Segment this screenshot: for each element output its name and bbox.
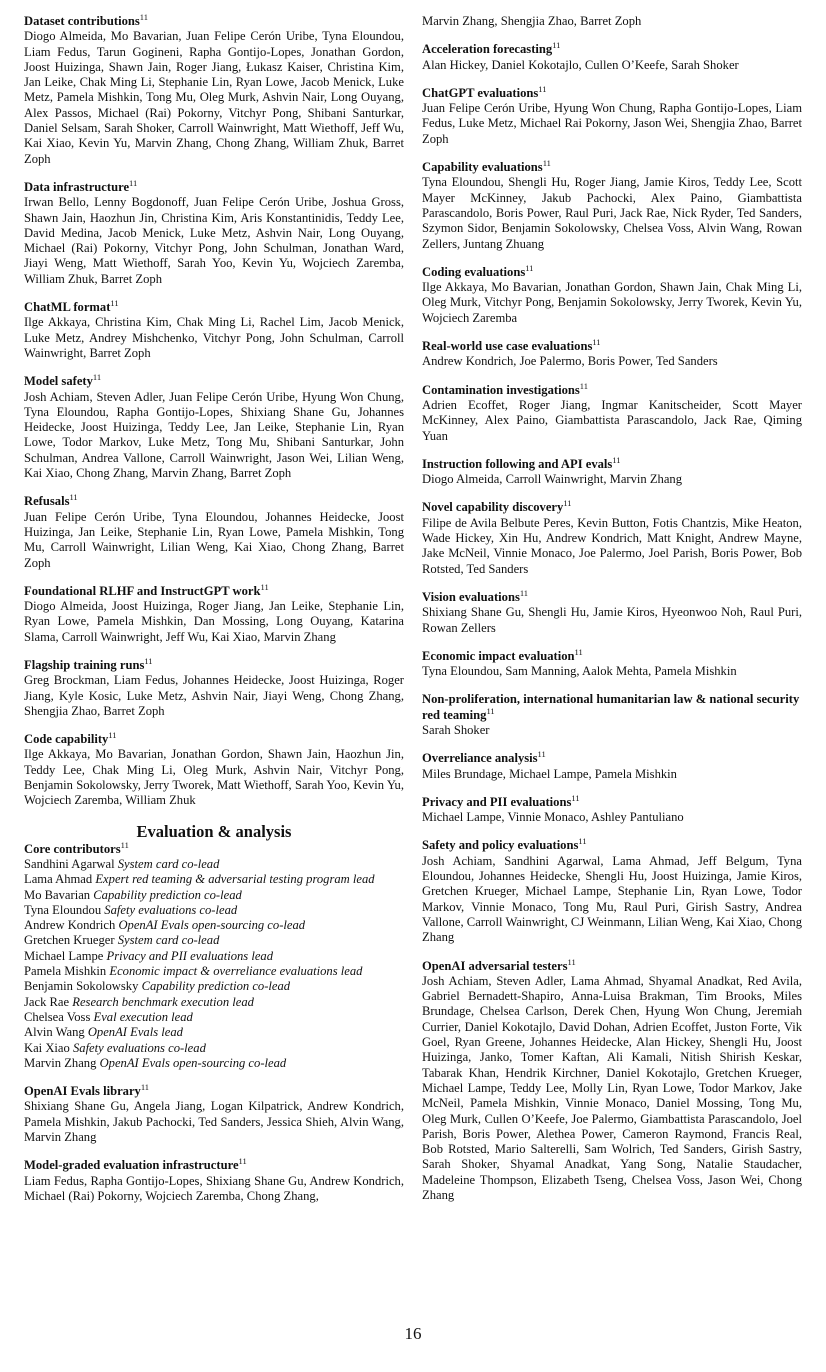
contributor-role: Privacy and PII evaluations lead: [106, 948, 274, 963]
contributor-names: Juan Felipe Cerón Uribe, Tyna Eloundou, Johannes Heidecke, Joost Huizinga, Jan Leike, Stephanie Lin, Ryan Lowe, Pamela Mishkin, Tong Mu, Carroll Wainwright, Lilian Weng, Kai Xiao, Chong Zhang, Barret Zoph: [24, 509, 404, 570]
credit-section: [422, 262, 802, 326]
credit-section: [422, 454, 802, 488]
left-column: [24, 11, 404, 1217]
section-heading: [24, 1081, 404, 1099]
footnote-marker: 11: [612, 454, 621, 465]
section-heading-text: Economic impact evaluation: [422, 648, 575, 663]
credit-section: [422, 956, 802, 1204]
contributor-names: Josh Achiam, Steven Adler, Lama Ahmad, Shyamal Anadkat, Red Avila, Gabriel Bernadett-Shapiro, Anna-Luisa Brakman, Tim Brooks, Miles Brundage, Chelsea Carlson, Derek Chen, Hyung Won Chung, Jeremiah Currier, Daniel Kokotajlo, David Dohan, Adrien Ecoffet, Juston Forte, Vik Goel, Ryan Greene, Johannes Heidecke, Alan Hickey, Shengli Hu, Joost Huizinga, Janko, Tomer Kaftan, Ali Kamali, Nitish Shirish Keskar, Tabarak Khan, Hendrik Kirchner, Daniel Kokotajlo, Gretchen Krueger, Michael Lampe, Teddy Lee, Molly Lin, Ryan Lowe, Todor Markov, Jake McNeil, Pamela Mishkin, Vinnie Monaco, Daniel Mossing, Tong Mu, Oleg Murk, Cullen O’Keefe, Joe Palermo, Giambattista Parascandolo, Joel Parish, Boris Power, Alethea Power, Cameron Raymond, Francis Real, Bob Rotsted, Mario Salterelli, Sam Wolrich, Ted Sanders, Girish Sastry, Sarah Shoker, Shyamal Anadkat, Yang Song, Natalie Staudacher, Madeleine Thompson, Elizabeth Tseng, Chelsea Voss, Jason Wei, Chong Zhang: [422, 973, 802, 1202]
section-heading-text: Data infrastructure: [24, 179, 130, 194]
footnote-marker: 11: [574, 646, 583, 657]
contributor-names: Tyna Eloundou, Shengli Hu, Roger Jiang, Jamie Kiros, Teddy Lee, Scott Mayer McKinney, Jakub Pachocki, Alex Paino, Giambattista Parascandolo, Boris Power, Raul Puri, Jack Rae, Nick Ryder, Ted Sanders, Szymon Sidor, Benjamin Sokolowsky, Chelsea Voss, Alvin Wang, Rowan Zellers, Juntang Zhuang: [422, 175, 802, 251]
credit-section: [422, 646, 802, 680]
credit-section: [422, 838, 802, 945]
contributor-name: Jack Rae: [24, 994, 70, 1009]
footnote-marker: 11: [563, 498, 572, 509]
contributor-role: System card co-lead: [117, 856, 220, 871]
footnote-marker: 11: [542, 157, 551, 168]
section-heading: [422, 380, 802, 398]
section-heading-text: Model safety: [24, 374, 93, 389]
section-heading: [24, 729, 404, 747]
section-heading: [422, 646, 802, 664]
core-contributor-item: [24, 995, 404, 1010]
footnote-marker: 11: [108, 729, 117, 740]
section-heading-text: Acceleration forecasting: [422, 42, 553, 57]
contributor-names: Greg Brockman, Liam Fedus, Johannes Heidecke, Joost Huizinga, Roger Jiang, Kyle Kosic, Luke Metz, Ashvin Nair, Jiayi Weng, Chong Zhang, Shengjia Zhao, Barret Zoph: [24, 673, 404, 718]
contributor-names: Diogo Almeida, Mo Bavarian, Juan Felipe Cerón Uribe, Tyna Eloundou, Liam Fedus, Tarun Gogineni, Rapha Gontijo-Lopes, Jonathan Gordon, Joost Huizinga, Shawn Jain, Roger Jiang, Łukasz Kaiser, Christina Kim, Jan Leike, Chak Ming Li, Stephanie Lin, Ryan Lowe, Jacob Menick, Luke Metz, Pamela Mishkin, Tong Mu, Oleg Murk, Ashvin Nair, Long Ouyang, Alex Passos, Michael (Rai) Pokorny, Vitchyr Pong, Shibani Santurkar, Daniel Selsam, Sarah Shoker, Carroll Wainwright, Matt Wiethoff, Jeff Wu, Kai Xiao, Kevin Yu, Marvin Zhang, Chong Zhang, William Zhuk, Barret Zoph: [24, 29, 404, 166]
footnote-marker: 11: [592, 336, 601, 347]
section-heading-text: OpenAI Evals library: [24, 1084, 141, 1099]
contributor-names: Tyna Eloundou, Sam Manning, Aalok Mehta, Pamela Mishkin: [422, 664, 737, 679]
section-heading-text: Safety and policy evaluations: [422, 838, 579, 853]
footnote-marker: 11: [139, 11, 148, 22]
core-contributor-item: [24, 964, 404, 979]
credit-section: [24, 297, 404, 361]
footnote-marker: 11: [525, 262, 534, 273]
contributor-names: Diogo Almeida, Joost Huizinga, Roger Jiang, Jan Leike, Stephanie Lin, Ryan Lowe, Pamela Mishkin, Dan Mossing, Long Ouyang, Katarina Slama, Carroll Wainwright, Jeff Wu, Kai Xiao, Marvin Zhang: [24, 599, 404, 644]
footnote-marker: 11: [537, 749, 546, 760]
core-contributor-item: [24, 1010, 404, 1025]
footnote-marker: 11: [92, 372, 102, 383]
section-heading-text: Real-world use case evaluations: [422, 339, 593, 354]
contributor-role: Capability prediction co-lead: [141, 979, 291, 994]
credit-section: [422, 83, 802, 147]
section-heading-text: Code capability: [24, 732, 109, 747]
contributor-names: Ilge Akkaya, Mo Bavarian, Jonathan Gordon, Shawn Jain, Chak Ming Li, Oleg Murk, Vitchyr Pong, Benjamin Sokolowsky, Jerry Tworek, Kevin Yu, Wojciech Zaremba: [422, 280, 802, 325]
section-heading: [422, 157, 802, 175]
section-heading: [422, 587, 802, 605]
right-column: [422, 14, 802, 1216]
section-heading-text: Coding evaluations: [422, 264, 526, 279]
section-heading: [422, 956, 802, 974]
section-heading: [422, 454, 802, 472]
credit-section: [422, 792, 802, 826]
footnote-marker: 11: [129, 177, 138, 188]
section-heading: [422, 262, 802, 280]
page-number: 16: [404, 1324, 422, 1343]
footnote-marker: 11: [110, 297, 119, 308]
core-contributor-item: [24, 949, 404, 964]
core-contributors-list: [24, 857, 404, 1071]
contributor-names: Miles Brundage, Michael Lampe, Pamela Mishkin: [422, 766, 677, 781]
section-heading: [24, 581, 404, 599]
section-heading-text: Vision evaluations: [422, 589, 520, 604]
core-contributor-item: [24, 918, 404, 933]
contributor-names: Michael Lampe, Vinnie Monaco, Ashley Pantuliano: [422, 810, 684, 825]
contributor-name: Chelsea Voss: [24, 1009, 91, 1024]
credit-section: [24, 655, 404, 719]
contributor-role: Safety evaluations co-lead: [72, 1040, 206, 1055]
contributor-name: Andrew Kondrich: [24, 918, 116, 933]
left-bottom-sections: [24, 1081, 404, 1204]
credit-section: [24, 374, 404, 481]
credit-section: [24, 11, 404, 167]
section-heading-text: OpenAI adversarial testers: [422, 958, 568, 973]
core-contributor-item: [24, 903, 404, 918]
contributor-role: OpenAI Evals open-sourcing co-lead: [118, 918, 306, 933]
section-heading-text: Foundational RLHF and InstructGPT work: [24, 583, 261, 598]
contributor-names: Alan Hickey, Daniel Kokotajlo, Cullen O’Keefe, Sarah Shoker: [422, 57, 739, 72]
footnote-marker: 11: [538, 83, 547, 94]
section-heading-text: Privacy and PII evaluations: [422, 794, 572, 809]
contributor-names: Irwan Bello, Lenny Bogdonoff, Juan Felipe Cerón Uribe, Joshua Gross, Shawn Jain, Haozhun Jin, Christina Kim, Aris Konstantinidis, Teddy Lee, David Medina, Jacob Menick, Luke Metz, Ashvin Nair, Long Ouyang, Michael (Rai) Pokorny, Vitchyr Pong, John Schulman, Jonathan Ward, Jiayi Weng, Matt Wiethoff, Sarah Yoo, Kevin Yu, Wojciech Zaremba, William Zhuk, Barret Zoph: [24, 195, 404, 286]
credit-section: [422, 751, 802, 782]
contributor-name: Mo Bavarian: [24, 887, 91, 902]
footnote-marker: 11: [571, 792, 580, 803]
contributor-names: Sarah Shoker: [422, 722, 490, 737]
section-heading-text: Model-graded evaluation infrastructure: [24, 1158, 239, 1173]
core-contributor-item: [24, 1041, 404, 1056]
footnote-marker: 11: [578, 836, 587, 847]
section-heading-text: ChatML format: [24, 300, 111, 315]
contributor-names: Adrien Ecoffet, Roger Jiang, Ingmar Kanitscheider, Scott Mayer McKinney, Alex Paino, Giambattista Parascandolo, Jack Rae, Qiming Yuan: [422, 397, 802, 443]
section-heading: [422, 42, 802, 57]
left-top-sections: [24, 11, 404, 809]
footnote-marker: 11: [140, 1081, 150, 1092]
contributor-name: Michael Lampe: [24, 948, 104, 963]
contributor-name: Gretchen Krueger: [24, 933, 115, 948]
credit-section: [24, 494, 404, 570]
contributor-role: OpenAI Evals lead: [87, 1025, 183, 1040]
contributor-role: Capability prediction co-lead: [93, 887, 242, 902]
continued-names: Marvin Zhang, Shengjia Zhao, Barret Zoph: [422, 14, 642, 28]
core-contributors-section: [24, 839, 404, 1071]
contributor-role: OpenAI Evals open-sourcing co-lead: [99, 1055, 287, 1070]
section-heading-text: Dataset contributions: [24, 14, 140, 28]
credit-section: [422, 692, 802, 738]
contributor-role: Eval execution lead: [93, 1009, 193, 1024]
footnote-marker: 11: [567, 956, 576, 967]
section-heading-text: Instruction following and API evals: [422, 456, 613, 471]
section-heading: [24, 374, 404, 389]
section-heading: [422, 83, 802, 101]
contributor-names: Shixiang Shane Gu, Shengli Hu, Jamie Kiros, Hyeonwoo Noh, Raul Puri, Rowan Zellers: [422, 605, 802, 635]
footnote-marker: 11: [579, 380, 588, 391]
section-heading: [24, 655, 404, 673]
section-heading-text: Capability evaluations: [422, 160, 543, 175]
credit-section: [24, 1081, 404, 1145]
section-heading: [422, 751, 802, 766]
contributor-role: Research benchmark execution lead: [72, 994, 254, 1009]
core-contributor-item: [24, 1025, 404, 1040]
footnote-marker: 11: [69, 492, 78, 503]
core-contributor-item: [24, 872, 404, 887]
contributor-name: Sandhini Agarwal: [24, 856, 115, 871]
footnote-marker: 11: [260, 581, 269, 592]
section-heading: [422, 500, 802, 515]
section-heading-text: Overreliance analysis: [422, 751, 538, 766]
section-heading: [422, 792, 802, 810]
credit-section: [422, 380, 802, 444]
section-heading: [24, 494, 404, 509]
core-contributor-item: [24, 857, 404, 872]
credit-section: [422, 42, 802, 73]
section-heading: [24, 11, 404, 29]
section-heading: [422, 838, 802, 853]
section-heading: [24, 177, 404, 195]
footnote-marker: 11: [519, 587, 529, 598]
footnote-marker: 11: [238, 1156, 247, 1167]
section-heading: [24, 1158, 404, 1173]
contributor-names: Andrew Kondrich, Joe Palermo, Boris Power, Ted Sanders: [422, 354, 718, 369]
credit-section: [24, 581, 404, 645]
contributor-name: Alvin Wang: [24, 1025, 85, 1040]
contributor-names: Josh Achiam, Sandhini Agarwal, Lama Ahmad, Jeff Belgum, Tyna Eloundou, Johannes Heidecke, Shengli Hu, Joost Huizinga, Jamie Kiros, Gretchen Krueger, Michael Lampe, Stephanie Lin, Ryan Lowe, Todor Markov, Vinnie Monaco, Tong Mu, Raul Puri, Girish Sastry, Andrea Vallone, Carroll Wainwright, CJ Weinmann, Lilian Weng, Kai Xiao, Chong Zhang: [422, 853, 802, 945]
contributor-names: Shixiang Shane Gu, Angela Jiang, Logan Kilpatrick, Andrew Kondrich, Pamela Mishkin, Jakub Pachocki, Ted Sanders, Jessica Shieh, Alvin Wang, Marvin Zhang: [24, 1099, 404, 1144]
credit-section: [422, 336, 802, 370]
credit-section: [24, 1158, 404, 1204]
contributor-names: Ilge Akkaya, Mo Bavarian, Jonathan Gordon, Shawn Jain, Haozhun Jin, Teddy Lee, Chak Ming Li, Oleg Murk, Ashvin Nair, Vitchyr Pong, Benjamin Sokolowsky, Jerry Tworek, Matt Wiethoff, Sarah Yoo, Kevin Yu, Wojciech Zaremba, William Zhuk: [24, 747, 404, 808]
core-contributors-heading: [24, 839, 404, 857]
footnote-marker: 11: [144, 655, 153, 666]
footnote-marker: 11: [120, 839, 129, 850]
footnote-marker: 11: [486, 705, 495, 716]
evaluation-analysis-title: Evaluation & analysis: [136, 821, 292, 841]
contributor-name: Benjamin Sokolowsky: [24, 979, 139, 994]
core-contributor-item: [24, 888, 404, 903]
core-contributors-heading-text: Core contributors: [24, 841, 121, 856]
section-heading: [422, 692, 802, 723]
contributor-names: Josh Achiam, Steven Adler, Juan Felipe Cerón Uribe, Hyung Won Chung, Tyna Eloundou, Rapha Gontijo-Lopes, Shixiang Shane Gu, Johannes Heidecke, Joost Huizinga, Teddy Lee, Jan Leike, Stephanie Lin, Ryan Lowe, Todor Markov, Luke Metz, Tong Mu, Shibani Santurkar, John Schulman, Andrea Vallone, Carroll Wainwright, Jason Wei, Lilian Weng, Kai Xiao, Chong Zhang, Marvin Zhang, Barret Zoph: [24, 389, 404, 481]
section-heading-text: Flagship training runs: [24, 657, 145, 672]
contributor-names: Filipe de Avila Belbute Peres, Kevin Button, Fotis Chantzis, Mike Heaton, Wade Hickey, Xin Hu, Andrew Kondrich, Matt Knight, Andrew Mayne, Jake McNeil, Vinnie Monaco, Joe Palermo, Joel Parish, Boris Power, Bob Rotsted, Ted Sanders: [422, 515, 802, 576]
right-sections: [422, 42, 802, 1203]
contributor-names: Ilge Akkaya, Christina Kim, Chak Ming Li, Rachel Lim, Jacob Menick, Luke Metz, Andrey Mishchenko, Vitchyr Pong, John Schulman, Carroll Wainwright, Barret Zoph: [24, 315, 404, 360]
credit-section: [24, 177, 404, 287]
core-contributor-item: [24, 933, 404, 948]
contributor-name: Marvin Zhang: [24, 1055, 97, 1070]
section-heading-text: ChatGPT evaluations: [422, 85, 539, 100]
contributor-name: Pamela Mishkin: [24, 964, 107, 979]
contributor-role: Safety evaluations co-lead: [104, 902, 238, 917]
contributor-names: Juan Felipe Cerón Uribe, Hyung Won Chung, Rapha Gontijo-Lopes, Liam Fedus, Luke Metz, Michael Rai Pokorny, Jason Wei, Shengjia Zhao, Barret Zoph: [422, 101, 802, 146]
section-heading-text: Novel capability discovery: [422, 500, 564, 515]
section-heading: [422, 336, 802, 354]
core-contributor-item: [24, 1056, 404, 1071]
contributor-role: Economic impact & overreliance evaluations lead: [109, 964, 363, 979]
contributor-role: Expert red teaming & adversarial testing program lead: [95, 872, 375, 887]
contributor-names: Diogo Almeida, Carroll Wainwright, Marvin Zhang: [422, 472, 683, 487]
contributor-name: Tyna Eloundou: [24, 902, 102, 917]
contributor-names: Liam Fedus, Rapha Gontijo-Lopes, Shixiang Shane Gu, Andrew Kondrich, Michael (Rai) Pokorny, Wojciech Zaremba, Chong Zhang,: [24, 1173, 404, 1203]
contributor-role: System card co-lead: [117, 933, 220, 948]
section-heading-text: Refusals: [24, 494, 70, 509]
credit-section: [422, 587, 802, 636]
credit-section: [422, 157, 802, 252]
contributor-name: Lama Ahmad: [24, 872, 93, 887]
section-heading: [24, 297, 404, 315]
section-heading-text: Contamination investigations: [422, 382, 580, 397]
footnote-marker: 11: [552, 40, 561, 51]
contributor-name: Kai Xiao: [24, 1040, 70, 1055]
credit-section: [422, 500, 802, 576]
credit-section: [24, 729, 404, 808]
core-contributor-item: [24, 979, 404, 994]
section-heading-text: Non-proliferation, international humanitarian law & national security red teaming: [422, 692, 800, 722]
